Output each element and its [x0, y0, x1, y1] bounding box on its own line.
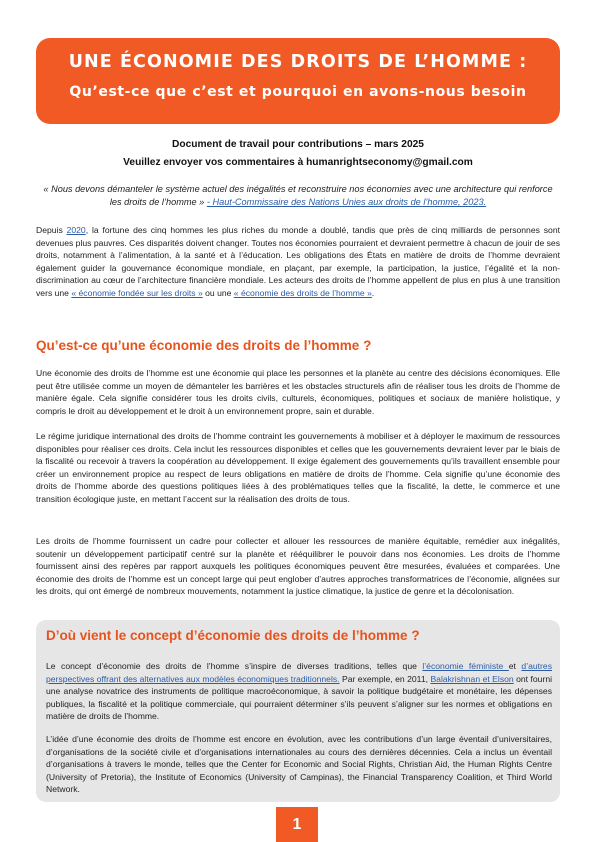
intro-text-start: Depuis [36, 225, 67, 235]
intro-paragraph [36, 224, 560, 300]
origin-text-end: ont fourni une analyse novatrice des instruments de politique macroéconomique, à savoir la politique budgétaire et monétaire, les dépenses publiques, la fiscalité et la politique commerciale, qui pourraient déterminer s’ils peuvent s’aligner sur les normes et obligations en matière de droits de l’homme. [46, 673, 553, 722]
feedback-email-line: Veuillez envoyer vos commentaires à humanrightseconomy@gmail.com [123, 157, 473, 168]
balakrishnan-elson-link[interactable]: Balakrishnan et Elson [430, 673, 514, 684]
section1-paragraph-2: Le régime juridique international des droits de l’homme contraint les gouvernements à mobiliser et à déployer le maximum de ressources disponibles pour réaliser ces droits. Cela inclut les ressources disponibles et celles que les gouvernements devraient lever par le biais de la fiscalité ou recevoir à travers la coopération au développement. Il exige également des gouvernements qu’ils travaillent ensemble pour créer un environnement propice au respect de leurs obligations en matière de droits de l’homme. Cela signifie qu’une économie des droits de l’homme aborde des questions politiques liées à des problématiques telles que la fiscalité, la dette, le commerce et une transition écologique juste, en mettant l’accent sur la réalisation des droits de tous. [36, 431, 560, 504]
document-subtitle: Qu’est-ce que c’est et pourquoi en avons-nous besoin [69, 84, 527, 100]
section2-paragraph-1 [46, 660, 552, 723]
intro-text-end: . [371, 287, 375, 298]
section2-paragraph-2: L’idée d’une économie des droits de l’homme est encore en évolution, avec les contributions d’un large éventail d’universitaires, d’organisations de la société civile et d’organisations internationales au cours des dernières décennies. Cela a inclus un éventail d’organisations à travers le monde, telles que the Center for Economic and Social Rights, Christian Aid, the Human Rights Centre (University of Pretoria), the Institute of Economics (University of Campinas), the Financial Transparency Coalition, et Third World Network. [46, 734, 552, 795]
working-paper-line: Document de travail pour contributions – mars 2025 [172, 139, 424, 150]
section1-paragraph-3: Les droits de l’homme fournissent un cadre pour collecter et allouer les ressources de manière équitable, remédier aux inégalités, soutenir un développement participatif centré sur la planète et rééquilibrer le pouvoir dans nos économies. Les droits de l’homme fournissent ainsi des repères par rapport auxquels les politiques économiques peuvent être mesurées, évaluées et comparées. Une économie des droits de l’homme est un concept large qui peut englober d’autres approches transformatrices de l’économie, alignées sur les droits, qui ont émergé de nombreux mouvements, notamment la justice climatique, la justice de genre et la décolonisation. [36, 536, 560, 597]
rights-based-economy-link[interactable]: « économie fondée sur les droits » [71, 287, 203, 298]
title-banner [36, 38, 560, 124]
year-2020-link[interactable]: 2020 [66, 225, 86, 235]
quote-source-link[interactable]: - Haut-Commissaire des Nations Unies aux droits de l’homme, 2023. [206, 197, 487, 207]
origin-text-and: et [508, 661, 522, 671]
page-number: 1 [276, 807, 318, 842]
human-rights-economy-link[interactable]: « économie des droits de l’homme » [233, 287, 372, 298]
intro-text-body: , la fortune des cinq hommes les plus riches du monde a doublé, tandis que près de cinq milliards de personnes sont devenues plus pauvres. Ces disparités doivent changer. Toutes nos économies pourraient et devraient permettre à chacun de jouir de ses droits, notamment à l’alimentation, à la santé et à l’éducation. Les obligations des États en matière de droits de l’homme devraient également guider la gouvernance économique mondiale, en plaçant, par exemple, la participation, la justice, l’égalité et la non-discrimination au cœur de l’architecture financière mondiale. Les acteurs des droits de l’homme appellent de plus en plus à une transition vers une [36, 225, 560, 298]
quote-text: « Nous devons démanteler le système actuel des inégalités et reconstruire nos économies avec une architecture qui renforce les droits de l’homme » [43, 184, 553, 207]
feminist-economics-link[interactable]: l’économie féministe [422, 661, 509, 671]
intro-text-mid: ou une [202, 287, 234, 298]
origin-text-mid: Par exemple, en 2011, [339, 673, 431, 684]
document-title: UNE ÉCONOMIE DES DROITS DE L’HOMME : [68, 52, 528, 72]
section-heading-what: Qu’est-ce qu’une économie des droits de l’homme ? [36, 338, 372, 353]
epigraph-quote [40, 183, 556, 209]
origin-text-start: Le concept d’économie des droits de l’homme s’inspire de diverses traditions, telles que [46, 661, 423, 671]
section1-paragraph-1: Une économie des droits de l’homme est une économie qui place les personnes et la planète au centre des décisions économiques. Elle peut être utilisée comme un moyen de démanteler les barrières et les obstacles structurels afin de réaliser tous les droits de l’homme de manière égale. Cela signifie considérer tous les droits civils, culturels, économiques, politiques et sociaux de manière holistique, y compris le droit au développement et le droit à un environnement propre, sain et durable. [36, 368, 560, 416]
section-heading-origin: D’où vient le concept d’économie des droits de l’homme ? [46, 628, 420, 643]
alternative-perspectives-link[interactable]: d’autres perspectives offrant des alternatives aux modèles économiques traditionnels. [46, 661, 552, 684]
